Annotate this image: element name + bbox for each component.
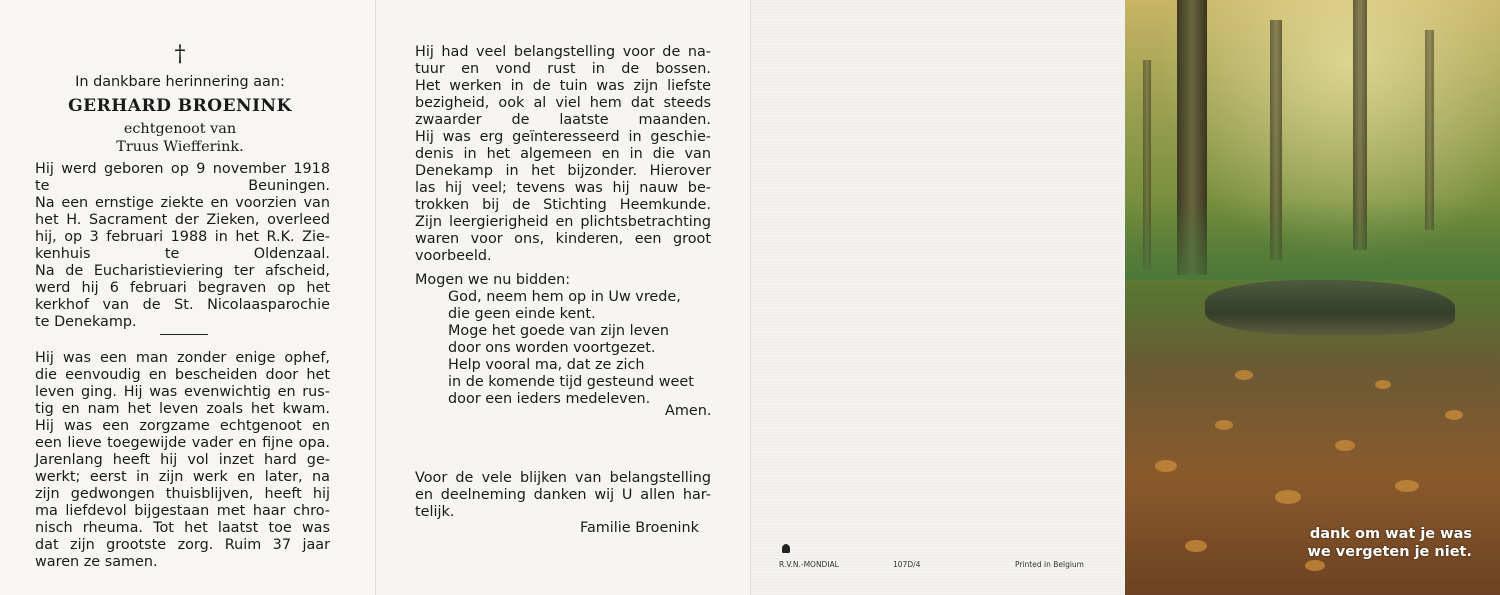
text-line: een lieve toegewijde vader en fijne opa. (35, 435, 330, 451)
text-line: Hij werd geboren op 9 november 1918 (35, 161, 330, 177)
text-line: voorbeeld. (415, 248, 492, 264)
deceased-name: GERHARD BROENINK (68, 96, 292, 116)
text-line: nisch rheuma. Tot het laatst toe was (35, 520, 330, 536)
card-panel-left (0, 0, 375, 595)
prayer-intro: Mogen we nu bidden: (415, 272, 571, 288)
leaf (1215, 420, 1233, 430)
text-line: kerkhof van de St. Nicolaasparochie (35, 297, 330, 313)
text-line: denis in het algemeen en in die van (415, 146, 711, 162)
text-line: leven ging. Hij was evenwichtig en rus- (35, 384, 330, 400)
text-line: waren voor ons, kinderen, een groot (415, 231, 711, 247)
text-line: hij, op 3 februari 1988 in het R.K. Zie- (35, 229, 330, 245)
caption-line-1: dank om wat je was (1309, 526, 1472, 542)
text-line: zwaarder de laatste maanden. (415, 112, 711, 128)
text-line: waren ze samen. (35, 554, 158, 570)
text-line: Moge het goede van zijn leven (448, 323, 669, 339)
spouse-name: Truus Wiefferink. (116, 139, 244, 155)
text-line: te Denekamp. (35, 314, 137, 330)
forest-stream (1205, 280, 1455, 335)
card-panel-middle-left (375, 0, 750, 595)
cross-icon: † (174, 42, 186, 67)
divider (160, 334, 208, 335)
text-line: trokken bij de Stichting Heemkunde. (415, 197, 711, 213)
leaf (1335, 440, 1355, 451)
text-line: Het werken in de tuin was zijn liefste (415, 78, 711, 94)
text-line: Na de Eucharistieviering ter afscheid, (35, 263, 330, 279)
text-line: las hij veel; tevens was hij nauw be- (415, 180, 711, 196)
text-line: die geen einde kent. (448, 306, 596, 322)
text-line: te Beuningen. (35, 178, 330, 194)
family-signature: Familie Broenink (580, 520, 699, 536)
text-line: Denekamp in het bijzonder. Hierover (415, 163, 711, 179)
text-line: Help vooral ma, dat ze zich (448, 357, 645, 373)
text-line: door een ieders medeleven. (448, 391, 651, 407)
leaf (1235, 370, 1253, 380)
biography-paragraph-1 (35, 161, 330, 331)
interests-paragraph (415, 44, 711, 265)
text-line: ma liefdevol bijgestaan met haar chro- (35, 503, 330, 519)
leaf (1275, 490, 1301, 504)
undergrowth (1125, 200, 1500, 280)
prayer-amen: Amen. (665, 403, 712, 419)
leaf (1305, 560, 1325, 571)
biography-paragraph-2 (35, 350, 330, 571)
text-line: dat zijn grootste zorg. Ruim 37 jaar (35, 537, 330, 553)
leaf (1395, 480, 1419, 492)
caption-line-2: we vergeten je niet. (1307, 544, 1472, 560)
intro-line: In dankbare herinnering aan: (75, 74, 285, 90)
thanks-paragraph (415, 470, 711, 521)
text-line: werd hij 6 februari begraven op het (35, 280, 330, 296)
card-code: 107D/4 (893, 560, 921, 569)
card-panel-back (750, 0, 1125, 595)
text-line: bezigheid, ook al viel hem dat steeds (415, 95, 711, 111)
text-line: het H. Sacrament der Zieken, overleed (35, 212, 330, 228)
text-line: in de komende tijd gesteund weet (448, 374, 694, 390)
text-line: telijk. (415, 504, 455, 520)
text-line: Na een ernstige ziekte en voorzien van (35, 195, 330, 211)
leaf (1445, 410, 1463, 420)
text-line: Jarenlang heeft hij vol inzet hard ge- (35, 452, 330, 468)
prayer-text (448, 289, 694, 408)
text-line: Hij had veel belangstelling voor de na- (415, 44, 711, 60)
text-line: tuur en vond rust in de bossen. (415, 61, 711, 77)
text-line: werkt; eerst in zijn werk en later, na (35, 469, 330, 485)
forest-photo (1125, 0, 1500, 595)
text-line: Voor de vele blijken van belangstelling (415, 470, 711, 486)
text-line: door ons worden voortgezet. (448, 340, 656, 356)
printed-note: Printed in Belgium (1015, 560, 1084, 569)
photo-caption (1308, 525, 1472, 561)
text-line: kenhuis te Oldenzaal. (35, 246, 330, 262)
leaf (1155, 460, 1177, 472)
text-line: tig en nam het leven zoals het kwam. (35, 401, 330, 417)
leaf (1185, 540, 1207, 552)
text-line: Hij was een zorgzame echtgenoot en (35, 418, 330, 434)
text-line: Zijn leergierigheid en plichtsbetrachting (415, 214, 711, 230)
text-line: zijn gedwongen thuisblijven, heeft hij (35, 486, 330, 502)
spouse-label: echtgenoot van (123, 121, 237, 137)
text-line: God, neem hem op in Uw vrede, (448, 289, 681, 305)
publisher-logo-icon (782, 544, 790, 553)
text-line: Hij was een man zonder enige ophef, (35, 350, 330, 366)
text-line: Hij was erg geïnteresseerd in geschie- (415, 129, 711, 145)
publisher-name: R.V.N.-MONDIAL (779, 560, 839, 569)
leaf (1375, 380, 1391, 389)
text-line: die eenvoudig en bescheiden door het (35, 367, 330, 383)
text-line: en deelneming danken wij U allen har- (415, 487, 711, 503)
